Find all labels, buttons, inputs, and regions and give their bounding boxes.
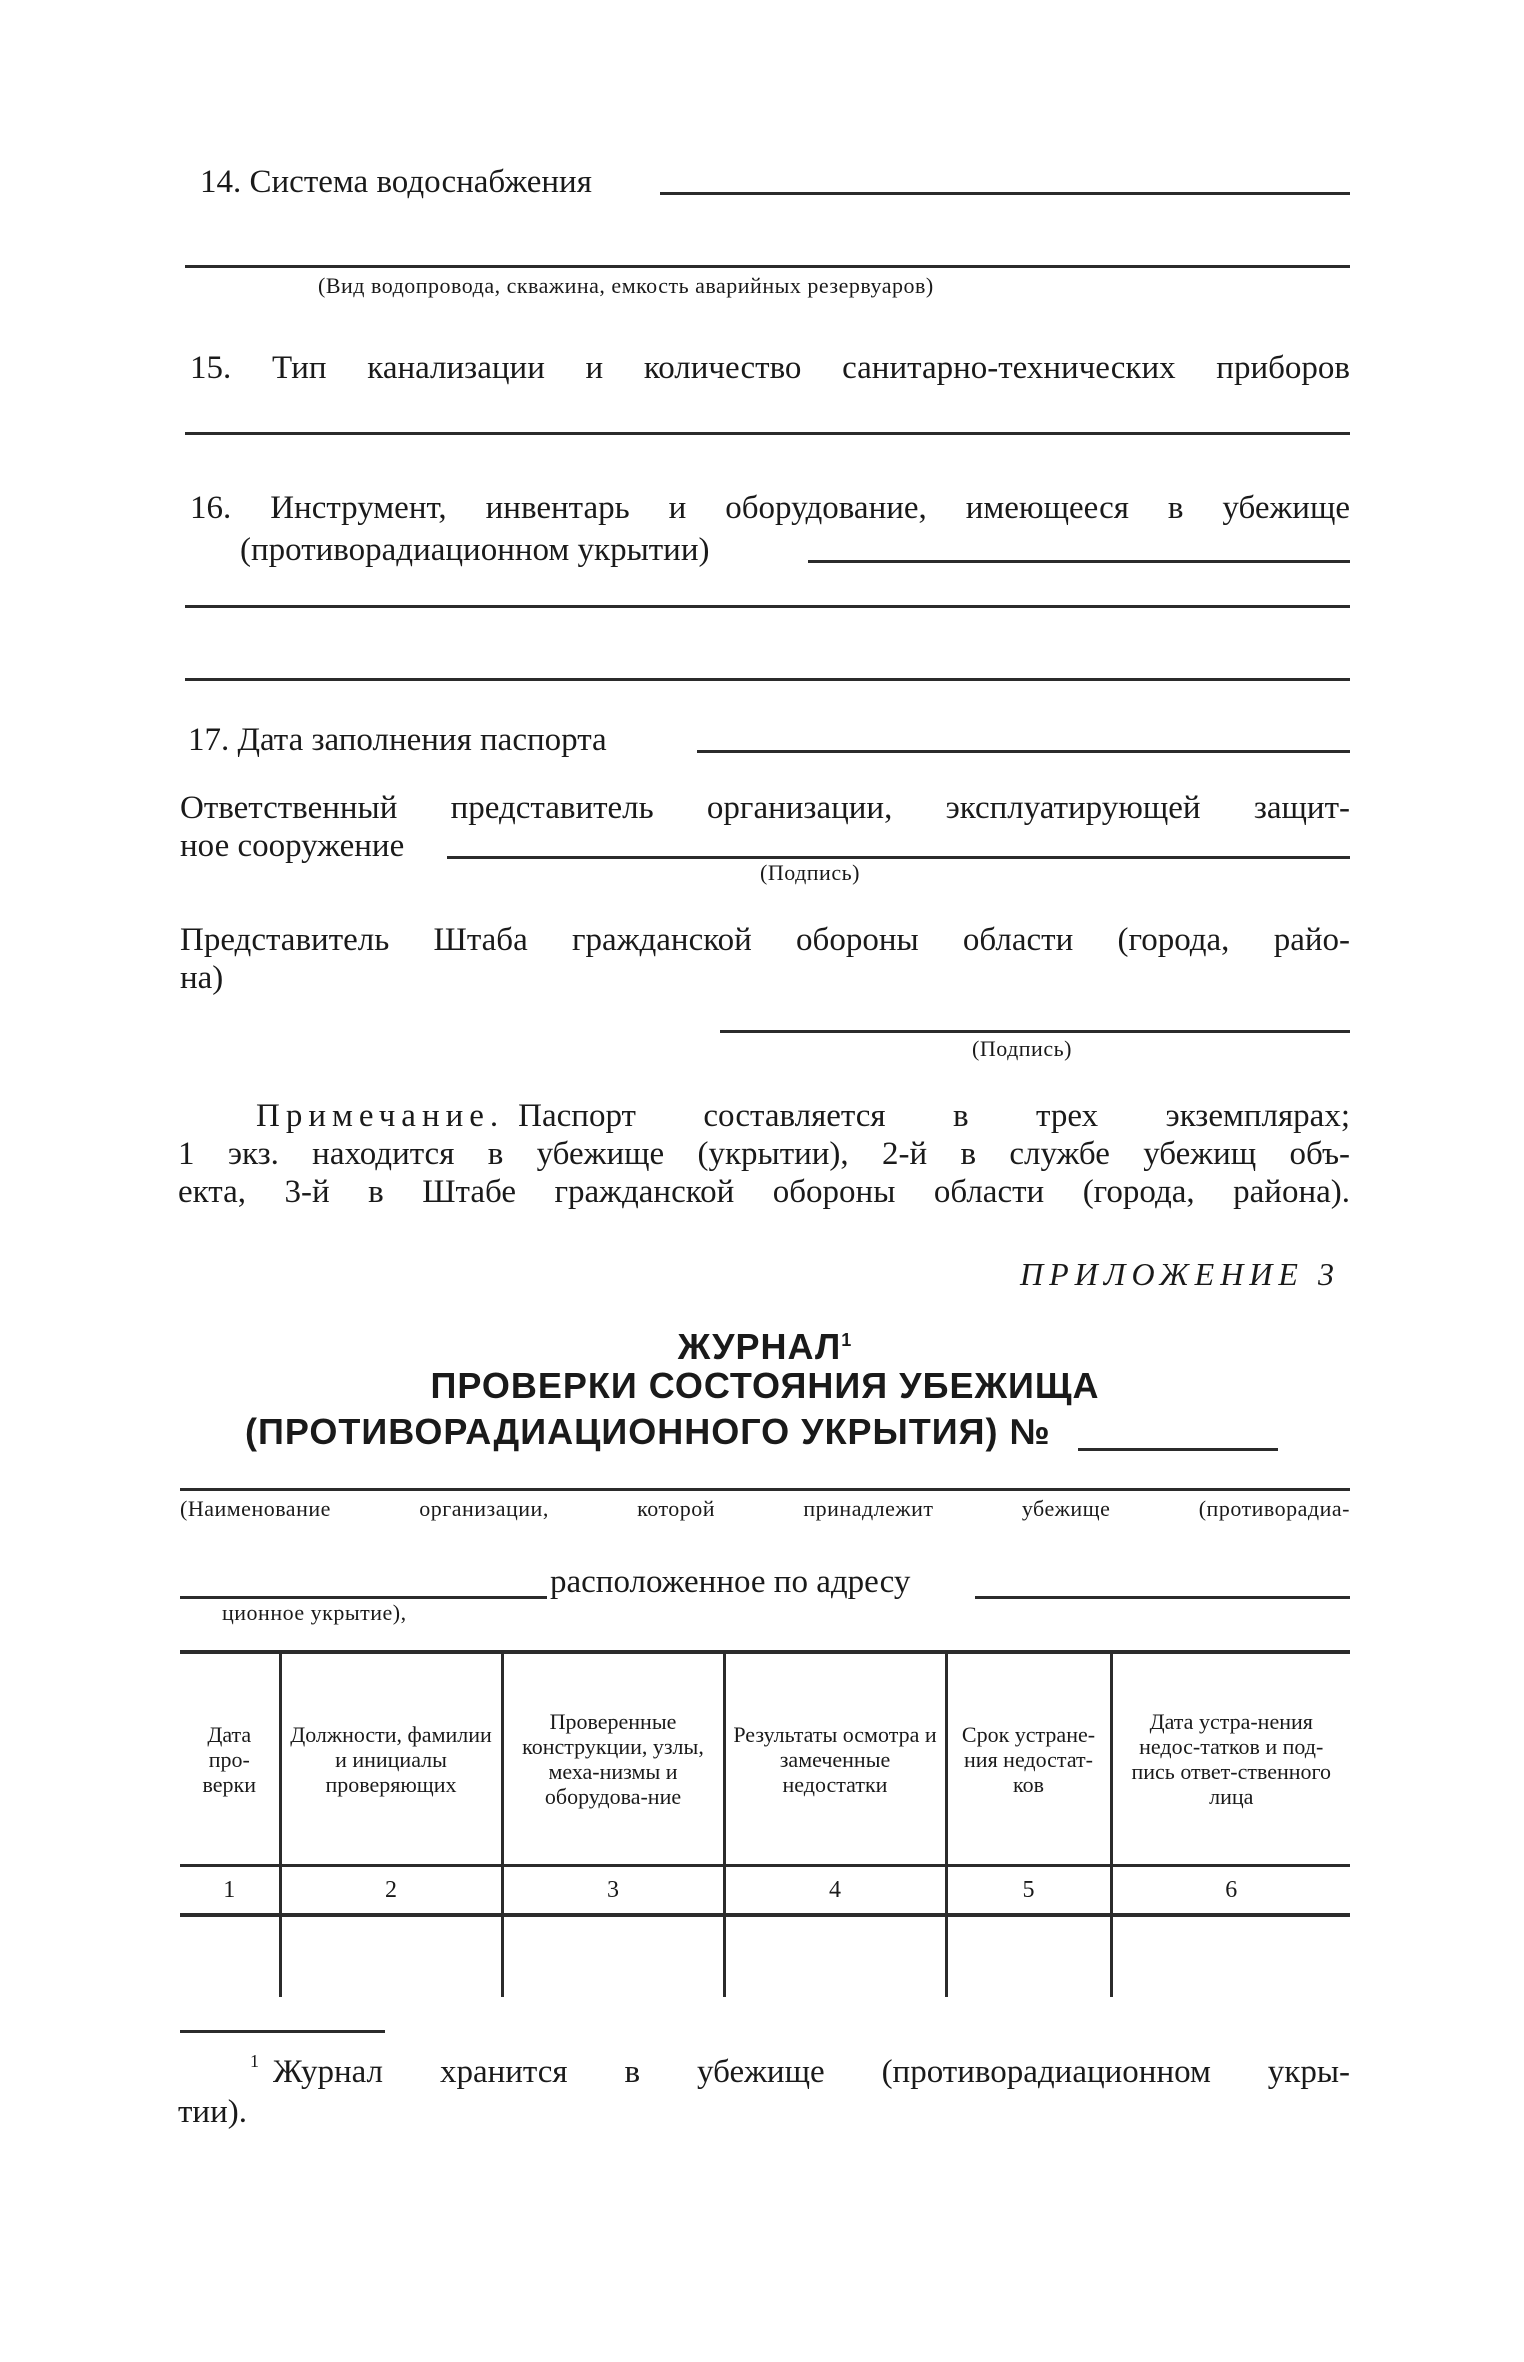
note-line-2: 1 экз. находится в убежище (укрытии), 2-й в службе убежищ объ- [178,1136,1350,1172]
item-14-fill-line[interactable] [660,192,1350,195]
appendix-label: ПРИЛОЖЕНИЕ 3 [1020,1256,1340,1292]
footnote-mark: 1 [250,2051,259,2071]
address-label: расположенное по адресу [550,1564,911,1600]
address-line[interactable] [975,1596,1350,1599]
table-row [180,1915,1350,1997]
item-15-line[interactable] [185,432,1350,435]
responsible-signature-line[interactable] [447,856,1350,859]
item-17-label: 17. Дата заполнения паспорта [188,722,607,758]
item-16-fill-line[interactable] [808,560,1350,563]
footnote-text-1: Журнал хранится в убежище (противорадиационном укры- [273,2054,1350,2090]
journal-title: ЖУРНАЛ [677,1326,842,1367]
responsible-signature-caption: (Подпись) [760,860,860,885]
item-15-label: 15. Тип канализации и количество санитарно-технических приборов [190,350,1350,386]
journal-number-line[interactable] [1078,1448,1278,1451]
journal-title-2: ПРОВЕРКИ СОСТОЯНИЯ УБЕЖИЩА [430,1365,1100,1406]
col-header-date: Дата про-верки [180,1652,280,1866]
item-16-label: 16. Инструмент, инвентарь и оборудование, имеющееся в убежище [190,490,1350,526]
item-16-line-3[interactable] [185,678,1350,681]
table-header-row [180,1652,1350,1866]
col-header-fix-date: Дата устра-нения недос-татков и под-пись ответ-ственного лица [1111,1652,1350,1866]
org-name-line[interactable] [180,1488,1350,1491]
note-text-1: Паспорт составляется в трех экземплярах; [518,1098,1350,1134]
item-17-fill-line[interactable] [697,750,1350,753]
journal-title-1 [180,1318,1350,1369]
journal-title-3: (ПРОТИВОРАДИАЦИОННОГО УКРЫТИЯ) № [245,1411,1051,1452]
table-cell[interactable] [280,1915,502,1997]
item-14-label: 14. Система водоснабжения [200,164,592,200]
table-cell[interactable] [1111,1915,1350,1997]
note-line-1 [256,1096,1350,1136]
col-number-4: 4 [724,1866,946,1916]
hq-rep-signature-caption: (Подпись) [972,1036,1072,1061]
hq-rep-label-2: на) [180,960,224,996]
table-cell[interactable] [724,1915,946,1997]
footnote-divider [180,2030,385,2033]
col-header-checked: Проверенные конструкции, узлы, меха-низмы и оборудова-ние [502,1652,724,1866]
org-name-caption-2: ционное укрытие), [222,1600,407,1625]
col-number-2: 2 [280,1866,502,1916]
footnote-text-2: тии). [178,2094,247,2130]
col-number-6: 6 [1111,1866,1350,1916]
responsible-label: Ответственный представитель организации, эксплуатирующей защит- [180,790,1350,826]
col-header-inspectors: Должности, фамилии и инициалы проверяющих [280,1652,502,1866]
responsible-label-2: ное сооружение [180,828,405,864]
note-label: Примечание. [256,1098,505,1134]
table-cell[interactable] [180,1915,280,1997]
col-header-results: Результаты осмотра и замеченные недостатки [724,1652,946,1866]
footnote-line-1 [250,2052,1350,2092]
note-line-3: екта, 3-й в Штабе гражданской обороны области (города, района). [178,1174,1350,1210]
item-14-caption: (Вид водопровода, скважина, емкость аварийных резервуаров) [318,273,934,298]
item-16-label-2: (противорадиационном укрытии) [240,532,710,568]
table-cell[interactable] [502,1915,724,1997]
hq-rep-signature-line[interactable] [720,1030,1350,1033]
col-number-3: 3 [502,1866,724,1916]
item-14-line-2[interactable] [185,265,1350,268]
table-number-row [180,1866,1350,1916]
hq-rep-label: Представитель Штаба гражданской обороны области (города, райо- [180,922,1350,958]
col-number-1: 1 [180,1866,280,1916]
item-16-line-2[interactable] [185,605,1350,608]
journal-table [180,1650,1350,1997]
journal-footnote-ref: 1 [841,1330,853,1350]
col-number-5: 5 [946,1866,1111,1916]
org-name-caption: (Наименование организации, которой принадлежит убежище (противорадиа- [180,1496,1350,1521]
org-name-line-2[interactable] [180,1596,547,1599]
table-cell[interactable] [946,1915,1111,1997]
col-header-deadline: Срок устране-ния недостат-ков [946,1652,1111,1866]
